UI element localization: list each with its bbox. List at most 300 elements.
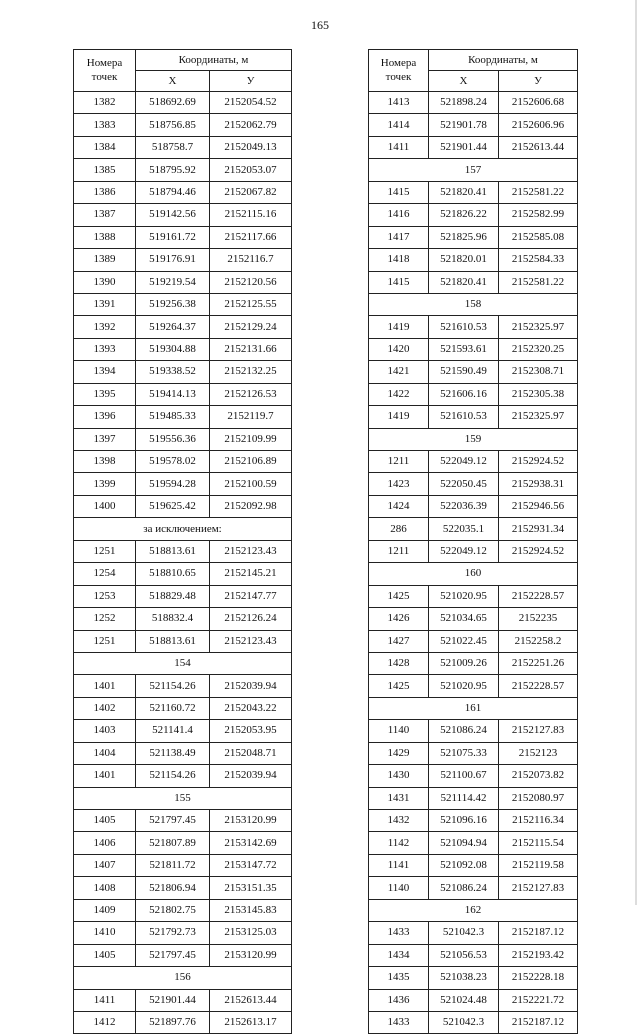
table-row <box>74 697 292 719</box>
table-row <box>74 495 292 517</box>
y-coordinate-cell: 2152613.17 <box>210 1011 292 1033</box>
section-label: 160 <box>369 563 578 585</box>
table-row <box>74 383 292 405</box>
x-coordinate-cell: 521114.42 <box>429 787 499 809</box>
table-row <box>369 451 578 473</box>
x-coordinate-cell: 521901.44 <box>136 989 210 1011</box>
y-coordinate-cell: 2152325.97 <box>499 406 578 428</box>
point-number-cell: 1388 <box>74 226 136 248</box>
section-row <box>369 563 578 585</box>
point-number-cell: 1393 <box>74 338 136 360</box>
x-coordinate-cell: 518832.4 <box>136 608 210 630</box>
x-coordinate-cell: 521086.24 <box>429 877 499 899</box>
table-row <box>74 1011 292 1033</box>
point-number-cell: 1421 <box>369 361 429 383</box>
x-coordinate-cell: 521797.45 <box>136 944 210 966</box>
point-number-cell: 1405 <box>74 810 136 832</box>
section-label: 162 <box>369 899 578 921</box>
table-row <box>74 922 292 944</box>
y-coordinate-cell: 2152120.56 <box>210 271 292 293</box>
x-coordinate-cell: 522036.39 <box>429 495 499 517</box>
section-row <box>369 428 578 450</box>
table-row <box>74 406 292 428</box>
x-coordinate-cell: 519161.72 <box>136 226 210 248</box>
y-coordinate-cell: 2152053.95 <box>210 720 292 742</box>
y-coordinate-cell: 2152193.42 <box>499 944 578 966</box>
point-number-cell: 1422 <box>369 383 429 405</box>
table-row <box>369 92 578 114</box>
x-coordinate-cell: 519264.37 <box>136 316 210 338</box>
section-row <box>369 899 578 921</box>
y-coordinate-cell: 2152123.43 <box>210 630 292 652</box>
x-coordinate-cell: 521806.94 <box>136 877 210 899</box>
x-coordinate-cell: 521901.44 <box>429 136 499 158</box>
y-coordinate-cell: 2152584.33 <box>499 249 578 271</box>
y-coordinate-cell: 2152048.71 <box>210 742 292 764</box>
point-number-cell: 1414 <box>369 114 429 136</box>
y-coordinate-cell: 2153120.99 <box>210 810 292 832</box>
section-row <box>74 967 292 989</box>
point-number-cell: 1382 <box>74 92 136 114</box>
x-coordinate-cell: 518813.61 <box>136 540 210 562</box>
x-coordinate-cell: 521610.53 <box>429 316 499 338</box>
table-row <box>369 742 578 764</box>
x-coordinate-cell: 521825.96 <box>429 226 499 248</box>
y-coordinate-cell: 2152043.22 <box>210 697 292 719</box>
x-coordinate-cell: 521042.3 <box>429 1011 499 1033</box>
x-coordinate-cell: 519414.13 <box>136 383 210 405</box>
y-coordinate-cell: 2152119.58 <box>499 854 578 876</box>
y-coordinate-cell: 2152129.24 <box>210 316 292 338</box>
y-coordinate-cell: 2152581.22 <box>499 271 578 293</box>
table-row <box>369 787 578 809</box>
point-number-cell: 1435 <box>369 967 429 989</box>
point-number-cell: 1425 <box>369 675 429 697</box>
x-coordinate-cell: 521606.16 <box>429 383 499 405</box>
point-number-cell: 1409 <box>74 899 136 921</box>
x-coordinate-cell: 518794.46 <box>136 181 210 203</box>
y-coordinate-cell: 2152131.66 <box>210 338 292 360</box>
x-coordinate-cell: 521797.45 <box>136 810 210 832</box>
point-number-cell: 1430 <box>369 765 429 787</box>
y-coordinate-cell: 2152119.7 <box>210 406 292 428</box>
point-number-cell: 1251 <box>74 630 136 652</box>
point-number-cell: 1385 <box>74 159 136 181</box>
table-row <box>74 181 292 203</box>
x-coordinate-cell: 519142.56 <box>136 204 210 226</box>
point-number-cell: 1386 <box>74 181 136 203</box>
y-coordinate-cell: 2152054.52 <box>210 92 292 114</box>
y-coordinate-cell: 2152092.98 <box>210 495 292 517</box>
point-number-cell: 1433 <box>369 1011 429 1033</box>
x-coordinate-cell: 521086.24 <box>429 720 499 742</box>
table-row <box>74 293 292 315</box>
point-number-cell: 1389 <box>74 249 136 271</box>
point-number-cell: 1408 <box>74 877 136 899</box>
y-coordinate-cell: 2152115.54 <box>499 832 578 854</box>
table-row <box>74 742 292 764</box>
section-row <box>369 159 578 181</box>
point-number-cell: 1395 <box>74 383 136 405</box>
point-number-cell: 1434 <box>369 944 429 966</box>
y-coordinate-cell: 2152228.18 <box>499 967 578 989</box>
y-coordinate-cell: 2152931.34 <box>499 518 578 540</box>
x-coordinate-cell: 521154.26 <box>136 765 210 787</box>
x-coordinate-cell: 519304.88 <box>136 338 210 360</box>
table-row <box>74 226 292 248</box>
x-coordinate-cell: 521096.16 <box>429 810 499 832</box>
point-number-cell: 1420 <box>369 338 429 360</box>
point-number-cell: 1406 <box>74 832 136 854</box>
table-row <box>369 540 578 562</box>
x-coordinate-cell: 521009.26 <box>429 652 499 674</box>
x-coordinate-cell: 521034.65 <box>429 608 499 630</box>
point-number-cell: 1418 <box>369 249 429 271</box>
y-coordinate-cell: 2153151.35 <box>210 877 292 899</box>
y-coordinate-cell: 2152115.16 <box>210 204 292 226</box>
y-coordinate-cell: 2152127.83 <box>499 720 578 742</box>
table-row <box>74 720 292 742</box>
table-row <box>369 922 578 944</box>
x-coordinate-cell: 521100.67 <box>429 765 499 787</box>
table-body-right <box>369 92 578 1034</box>
x-coordinate-cell: 519578.02 <box>136 451 210 473</box>
point-number-cell: 1425 <box>369 585 429 607</box>
table-row <box>74 585 292 607</box>
section-row <box>74 652 292 674</box>
y-coordinate-cell: 2152123 <box>499 742 578 764</box>
y-coordinate-cell: 2152117.66 <box>210 226 292 248</box>
y-coordinate-cell: 2152606.68 <box>499 92 578 114</box>
section-label: 156 <box>74 967 292 989</box>
header-x: X <box>136 71 210 92</box>
table-row <box>369 608 578 630</box>
y-coordinate-cell: 2152067.82 <box>210 181 292 203</box>
x-coordinate-cell: 522050.45 <box>429 473 499 495</box>
y-coordinate-cell: 2152308.71 <box>499 361 578 383</box>
table-row <box>369 944 578 966</box>
point-number-cell: 1412 <box>74 1011 136 1033</box>
x-coordinate-cell: 521042.3 <box>429 922 499 944</box>
table-row <box>369 495 578 517</box>
section-label: 158 <box>369 293 578 315</box>
point-number-cell: 1415 <box>369 271 429 293</box>
y-coordinate-cell: 2152258.2 <box>499 630 578 652</box>
table-row <box>369 877 578 899</box>
point-number-cell: 1251 <box>74 540 136 562</box>
x-coordinate-cell: 521807.89 <box>136 832 210 854</box>
y-coordinate-cell: 2152924.52 <box>499 451 578 473</box>
y-coordinate-cell: 2152145.21 <box>210 563 292 585</box>
point-number-cell: 1140 <box>369 877 429 899</box>
table-row <box>369 675 578 697</box>
table-row <box>74 832 292 854</box>
table-row <box>74 114 292 136</box>
header-y: У <box>499 71 578 92</box>
y-coordinate-cell: 2153142.69 <box>210 832 292 854</box>
section-row <box>369 697 578 719</box>
point-number-cell: 1415 <box>369 181 429 203</box>
table-row <box>369 271 578 293</box>
table-row <box>74 451 292 473</box>
table-row <box>369 114 578 136</box>
y-coordinate-cell: 2153125.03 <box>210 922 292 944</box>
y-coordinate-cell: 2152073.82 <box>499 765 578 787</box>
table-row <box>369 181 578 203</box>
x-coordinate-cell: 521811.72 <box>136 854 210 876</box>
y-coordinate-cell: 2152116.34 <box>499 810 578 832</box>
point-number-cell: 1423 <box>369 473 429 495</box>
x-coordinate-cell: 521022.45 <box>429 630 499 652</box>
point-number-cell: 1141 <box>369 854 429 876</box>
table-row <box>369 652 578 674</box>
y-coordinate-cell: 2152228.57 <box>499 585 578 607</box>
point-number-cell: 1413 <box>369 92 429 114</box>
table-row <box>369 406 578 428</box>
x-coordinate-cell: 521901.78 <box>429 114 499 136</box>
table-row <box>74 540 292 562</box>
point-number-cell: 1429 <box>369 742 429 764</box>
table-row <box>369 810 578 832</box>
point-number-cell: 1397 <box>74 428 136 450</box>
y-coordinate-cell: 2152235 <box>499 608 578 630</box>
point-number-cell: 1254 <box>74 563 136 585</box>
x-coordinate-cell: 521075.33 <box>429 742 499 764</box>
y-coordinate-cell: 2152039.94 <box>210 675 292 697</box>
x-coordinate-cell: 521897.76 <box>136 1011 210 1033</box>
x-coordinate-cell: 521092.08 <box>429 854 499 876</box>
header-y: У <box>210 71 292 92</box>
point-number-cell: 1426 <box>369 608 429 630</box>
table-row <box>74 765 292 787</box>
table-row <box>369 585 578 607</box>
x-coordinate-cell: 519256.38 <box>136 293 210 315</box>
x-coordinate-cell: 518692.69 <box>136 92 210 114</box>
table-row <box>369 361 578 383</box>
y-coordinate-cell: 2152228.57 <box>499 675 578 697</box>
point-number-cell: 1403 <box>74 720 136 742</box>
y-coordinate-cell: 2152062.79 <box>210 114 292 136</box>
x-coordinate-cell: 518813.61 <box>136 630 210 652</box>
table-row <box>74 989 292 1011</box>
x-coordinate-cell: 518795.92 <box>136 159 210 181</box>
section-label: 159 <box>369 428 578 450</box>
point-number-cell: 1390 <box>74 271 136 293</box>
x-coordinate-cell: 522049.12 <box>429 451 499 473</box>
table-row <box>74 249 292 271</box>
table-row <box>74 271 292 293</box>
x-coordinate-cell: 519594.28 <box>136 473 210 495</box>
y-coordinate-cell: 2152039.94 <box>210 765 292 787</box>
y-coordinate-cell: 2152613.44 <box>499 136 578 158</box>
x-coordinate-cell: 521160.72 <box>136 697 210 719</box>
y-coordinate-cell: 2152106.89 <box>210 451 292 473</box>
point-number-cell: 1407 <box>74 854 136 876</box>
x-coordinate-cell: 519219.54 <box>136 271 210 293</box>
header-point-numbers: Номера точек <box>74 50 136 92</box>
y-coordinate-cell: 2152147.77 <box>210 585 292 607</box>
table-row <box>369 338 578 360</box>
y-coordinate-cell: 2152585.08 <box>499 226 578 248</box>
point-number-cell: 1424 <box>369 495 429 517</box>
y-coordinate-cell: 2152109.99 <box>210 428 292 450</box>
y-coordinate-cell: 2152221.72 <box>499 989 578 1011</box>
y-coordinate-cell: 2152116.7 <box>210 249 292 271</box>
point-number-cell: 1427 <box>369 630 429 652</box>
section-label: 157 <box>369 159 578 181</box>
y-coordinate-cell: 2152581.22 <box>499 181 578 203</box>
point-number-cell: 1140 <box>369 720 429 742</box>
point-number-cell: 1253 <box>74 585 136 607</box>
point-number-cell: 1404 <box>74 742 136 764</box>
point-number-cell: 286 <box>369 518 429 540</box>
table-row <box>369 316 578 338</box>
y-coordinate-cell: 2152125.55 <box>210 293 292 315</box>
point-number-cell: 1419 <box>369 406 429 428</box>
section-label: за исключением: <box>74 518 292 540</box>
table-row <box>369 832 578 854</box>
table-row <box>74 361 292 383</box>
x-coordinate-cell: 521020.95 <box>429 675 499 697</box>
page-number: 165 <box>311 18 329 32</box>
point-number-cell: 1396 <box>74 406 136 428</box>
y-coordinate-cell: 2152305.38 <box>499 383 578 405</box>
x-coordinate-cell: 521038.23 <box>429 967 499 989</box>
y-coordinate-cell: 2152187.12 <box>499 922 578 944</box>
section-row <box>369 293 578 315</box>
y-coordinate-cell: 2152123.43 <box>210 540 292 562</box>
y-coordinate-cell: 2152126.53 <box>210 383 292 405</box>
table-row <box>369 989 578 1011</box>
y-coordinate-cell: 2152100.59 <box>210 473 292 495</box>
table-row <box>74 944 292 966</box>
header-coordinates: Координаты, м <box>136 50 292 71</box>
table-row <box>74 899 292 921</box>
y-coordinate-cell: 2152080.97 <box>499 787 578 809</box>
x-coordinate-cell: 521141.4 <box>136 720 210 742</box>
y-coordinate-cell: 2153145.83 <box>210 899 292 921</box>
y-coordinate-cell: 2152320.25 <box>499 338 578 360</box>
x-coordinate-cell: 521590.49 <box>429 361 499 383</box>
x-coordinate-cell: 522035.1 <box>429 518 499 540</box>
point-number-cell: 1252 <box>74 608 136 630</box>
table-row <box>74 608 292 630</box>
point-number-cell: 1411 <box>369 136 429 158</box>
point-number-cell: 1400 <box>74 495 136 517</box>
y-coordinate-cell: 2152924.52 <box>499 540 578 562</box>
y-coordinate-cell: 2152582.99 <box>499 204 578 226</box>
y-coordinate-cell: 2152946.56 <box>499 495 578 517</box>
table-row <box>369 473 578 495</box>
point-number-cell: 1387 <box>74 204 136 226</box>
x-coordinate-cell: 521154.26 <box>136 675 210 697</box>
point-number-cell: 1402 <box>74 697 136 719</box>
point-number-cell: 1419 <box>369 316 429 338</box>
point-number-cell: 1428 <box>369 652 429 674</box>
x-coordinate-cell: 518758.7 <box>136 136 210 158</box>
point-number-cell: 1394 <box>74 361 136 383</box>
table-row <box>74 159 292 181</box>
table-row <box>74 136 292 158</box>
x-coordinate-cell: 519176.91 <box>136 249 210 271</box>
y-coordinate-cell: 2152325.97 <box>499 316 578 338</box>
x-coordinate-cell: 521020.95 <box>429 585 499 607</box>
table-row <box>74 92 292 114</box>
section-label: 155 <box>74 787 292 809</box>
y-coordinate-cell: 2152049.13 <box>210 136 292 158</box>
x-coordinate-cell: 521802.75 <box>136 899 210 921</box>
point-number-cell: 1142 <box>369 832 429 854</box>
point-number-cell: 1432 <box>369 810 429 832</box>
x-coordinate-cell: 521024.48 <box>429 989 499 1011</box>
table-row <box>369 226 578 248</box>
point-number-cell: 1431 <box>369 787 429 809</box>
y-coordinate-cell: 2152126.24 <box>210 608 292 630</box>
y-coordinate-cell: 2152053.07 <box>210 159 292 181</box>
x-coordinate-cell: 518810.65 <box>136 563 210 585</box>
point-number-cell: 1392 <box>74 316 136 338</box>
table-row <box>369 249 578 271</box>
x-coordinate-cell: 521826.22 <box>429 204 499 226</box>
x-coordinate-cell: 521898.24 <box>429 92 499 114</box>
coordinates-table-left <box>73 49 292 1034</box>
table-row <box>369 765 578 787</box>
table-row <box>369 630 578 652</box>
x-coordinate-cell: 521820.01 <box>429 249 499 271</box>
header-x: X <box>429 71 499 92</box>
point-number-cell: 1401 <box>74 675 136 697</box>
y-coordinate-cell: 2152187.12 <box>499 1011 578 1033</box>
table-row <box>74 877 292 899</box>
y-coordinate-cell: 2152127.83 <box>499 877 578 899</box>
point-number-cell: 1436 <box>369 989 429 1011</box>
point-number-cell: 1398 <box>74 451 136 473</box>
coordinates-table-right <box>368 49 578 1034</box>
x-coordinate-cell: 522049.12 <box>429 540 499 562</box>
point-number-cell: 1383 <box>74 114 136 136</box>
x-coordinate-cell: 521138.49 <box>136 742 210 764</box>
point-number-cell: 1416 <box>369 204 429 226</box>
x-coordinate-cell: 519338.52 <box>136 361 210 383</box>
x-coordinate-cell: 518756.85 <box>136 114 210 136</box>
y-coordinate-cell: 2153147.72 <box>210 854 292 876</box>
table-row <box>369 518 578 540</box>
section-row <box>74 787 292 809</box>
header-coordinates: Координаты, м <box>429 50 578 71</box>
x-coordinate-cell: 521792.73 <box>136 922 210 944</box>
point-number-cell: 1211 <box>369 540 429 562</box>
table-row <box>74 563 292 585</box>
point-number-cell: 1410 <box>74 922 136 944</box>
point-number-cell: 1411 <box>74 989 136 1011</box>
table-row <box>369 1011 578 1033</box>
table-row <box>74 316 292 338</box>
point-number-cell: 1399 <box>74 473 136 495</box>
x-coordinate-cell: 521610.53 <box>429 406 499 428</box>
x-coordinate-cell: 521094.94 <box>429 832 499 854</box>
section-label: 161 <box>369 697 578 719</box>
table-row <box>74 630 292 652</box>
section-row <box>74 518 292 540</box>
point-number-cell: 1417 <box>369 226 429 248</box>
table-row <box>369 720 578 742</box>
x-coordinate-cell: 519485.33 <box>136 406 210 428</box>
table-row <box>74 473 292 495</box>
table-row <box>74 204 292 226</box>
table-row <box>74 854 292 876</box>
y-coordinate-cell: 2152938.31 <box>499 473 578 495</box>
y-coordinate-cell: 2152132.25 <box>210 361 292 383</box>
